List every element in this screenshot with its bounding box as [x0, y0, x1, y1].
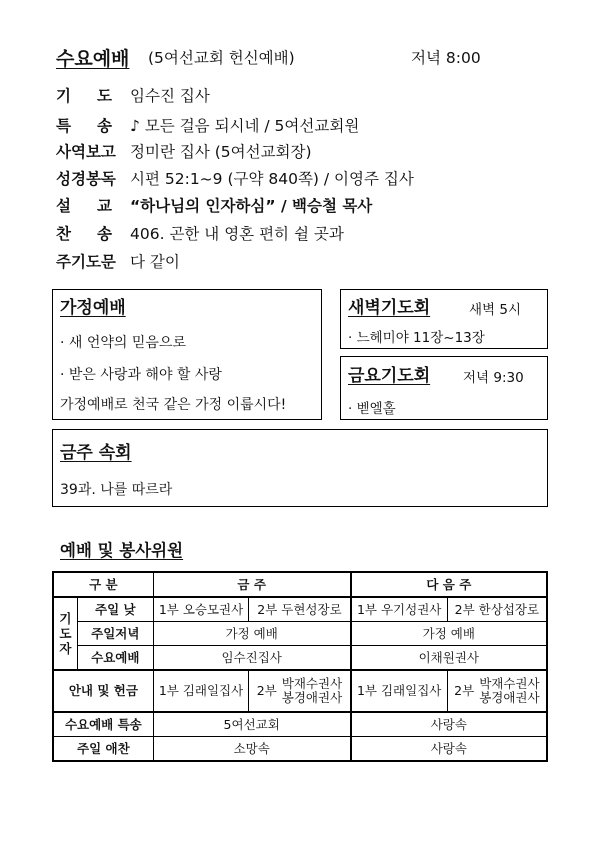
usher-part-prefix: 2부 — [256, 683, 277, 698]
usher-name: 봉경애권사 — [479, 690, 540, 705]
cell-meeting-box — [52, 429, 548, 507]
table-row — [53, 597, 547, 622]
row-label: 주일 낮 — [77, 597, 153, 622]
table-row — [53, 670, 547, 712]
table-cell: 2부 한상섭장로 — [447, 597, 547, 622]
table-cell: 사랑속 — [351, 712, 547, 737]
table-cell: 임수진집사 — [153, 646, 350, 671]
family-worship-line: 가정예배로 천국 같은 가정 이룹시다! — [60, 397, 287, 413]
service-roster-table — [52, 571, 548, 762]
order-row-scripture — [56, 167, 414, 189]
table-row — [53, 712, 547, 737]
worship-subtitle: (5여선교회 헌신예배) — [148, 49, 295, 67]
dawn-prayer-time: 새벽 5시 — [469, 302, 522, 318]
row-label: 수요예배 특송 — [53, 712, 153, 737]
worship-title: 수요예배 — [56, 48, 130, 70]
service-roster-title: 예배 및 봉사위원 — [60, 541, 184, 560]
table-row — [53, 646, 547, 671]
table-cell: 가정 예배 — [351, 622, 547, 646]
order-label-part: 교 — [97, 197, 112, 215]
table-cell: 2부 두현성장로 — [249, 597, 351, 622]
header-this-week: 금 주 — [153, 572, 350, 597]
order-value: 정미란 집사 (5여선교회장) — [130, 143, 312, 161]
friday-prayer-box — [340, 356, 548, 420]
order-row-lords-prayer — [56, 250, 180, 272]
family-worship-line: · 새 언약의 믿음으로 — [60, 335, 186, 351]
table-cell: 5여선교회 — [153, 712, 350, 737]
table-cell — [447, 670, 547, 712]
table-cell: 사랑속 — [351, 737, 547, 762]
order-label-part: 도 — [97, 87, 112, 105]
dawn-prayer-title: 새벽기도회 — [348, 298, 431, 318]
order-row-hymn — [56, 222, 344, 244]
usher-part-prefix: 2부 — [454, 683, 475, 698]
prayer-group-label: 기 도 자 — [53, 597, 77, 670]
order-label: 사역보고 — [56, 143, 116, 161]
worship-time: 저녁 8:00 — [411, 49, 481, 67]
row-label: 주일저녁 — [77, 622, 153, 646]
table-cell: 소망속 — [153, 737, 350, 762]
order-value: 임수진 집사 — [130, 87, 210, 105]
row-label: 안내 및 헌금 — [53, 670, 153, 712]
table-cell: 1부 오승모권사 — [153, 597, 249, 622]
table-row — [53, 622, 547, 646]
order-row-sermon — [56, 194, 372, 216]
table-row — [53, 737, 547, 762]
usher-name: 박재수권사 — [479, 676, 540, 691]
friday-prayer-line: · 벧엘홀 — [348, 401, 396, 417]
order-label: 설 교 — [56, 194, 112, 216]
family-worship-title: 가정예배 — [60, 298, 126, 318]
order-label: 성경봉독 — [56, 170, 116, 188]
header-next-week: 다 음 주 — [351, 572, 547, 597]
order-value: 시편 52:1~9 (구약 840쪽) / 이영주 집사 — [130, 170, 414, 188]
table-cell: 가정 예배 — [153, 622, 350, 646]
table-cell — [249, 670, 351, 712]
table-cell: 1부 우기성권사 — [351, 597, 448, 622]
row-label: 주일 애찬 — [53, 737, 153, 762]
family-worship-line: · 받은 사랑과 해야 할 사랑 — [60, 367, 222, 383]
usher-name: 박재수권사 — [281, 676, 343, 691]
order-label: 기 도 — [56, 84, 112, 106]
row-label: 수요예배 — [77, 646, 153, 671]
friday-prayer-title: 금요기도회 — [348, 366, 431, 386]
family-worship-box — [52, 289, 322, 420]
order-value: 다 같이 — [130, 253, 180, 271]
cell-meeting-line: 39과. 나를 따르라 — [60, 482, 173, 498]
order-row-special-song — [56, 114, 359, 136]
order-value: 406. 곤한 내 영혼 편히 쉴 곳과 — [130, 225, 344, 243]
table-cell: 1부 김래일집사 — [153, 670, 249, 712]
cell-meeting-title: 금주 속회 — [60, 443, 132, 463]
dawn-prayer-line: · 느헤미야 11장~13장 — [348, 330, 485, 346]
order-row-ministry-report — [56, 140, 312, 162]
order-value: ♪ 모든 걸음 되시네 / 5여선교회원 — [130, 117, 360, 135]
order-label-part: 송 — [97, 225, 112, 243]
table-cell: 1부 김래일집사 — [351, 670, 448, 712]
order-label-part: 송 — [97, 117, 112, 135]
header-category: 구 분 — [53, 572, 153, 597]
order-value: “하나님의 인자하심” / 백승철 목사 — [130, 197, 373, 215]
table-header-row — [53, 572, 547, 597]
dawn-prayer-box — [340, 289, 548, 349]
order-row-prayer — [56, 84, 210, 106]
friday-prayer-time: 저녁 9:30 — [463, 370, 524, 386]
order-label: 찬 송 — [56, 222, 112, 244]
usher-name: 봉경애권사 — [281, 690, 343, 705]
table-cell: 이채원권사 — [351, 646, 547, 671]
order-label: 특 송 — [56, 114, 112, 136]
order-label: 주기도문 — [56, 253, 116, 271]
